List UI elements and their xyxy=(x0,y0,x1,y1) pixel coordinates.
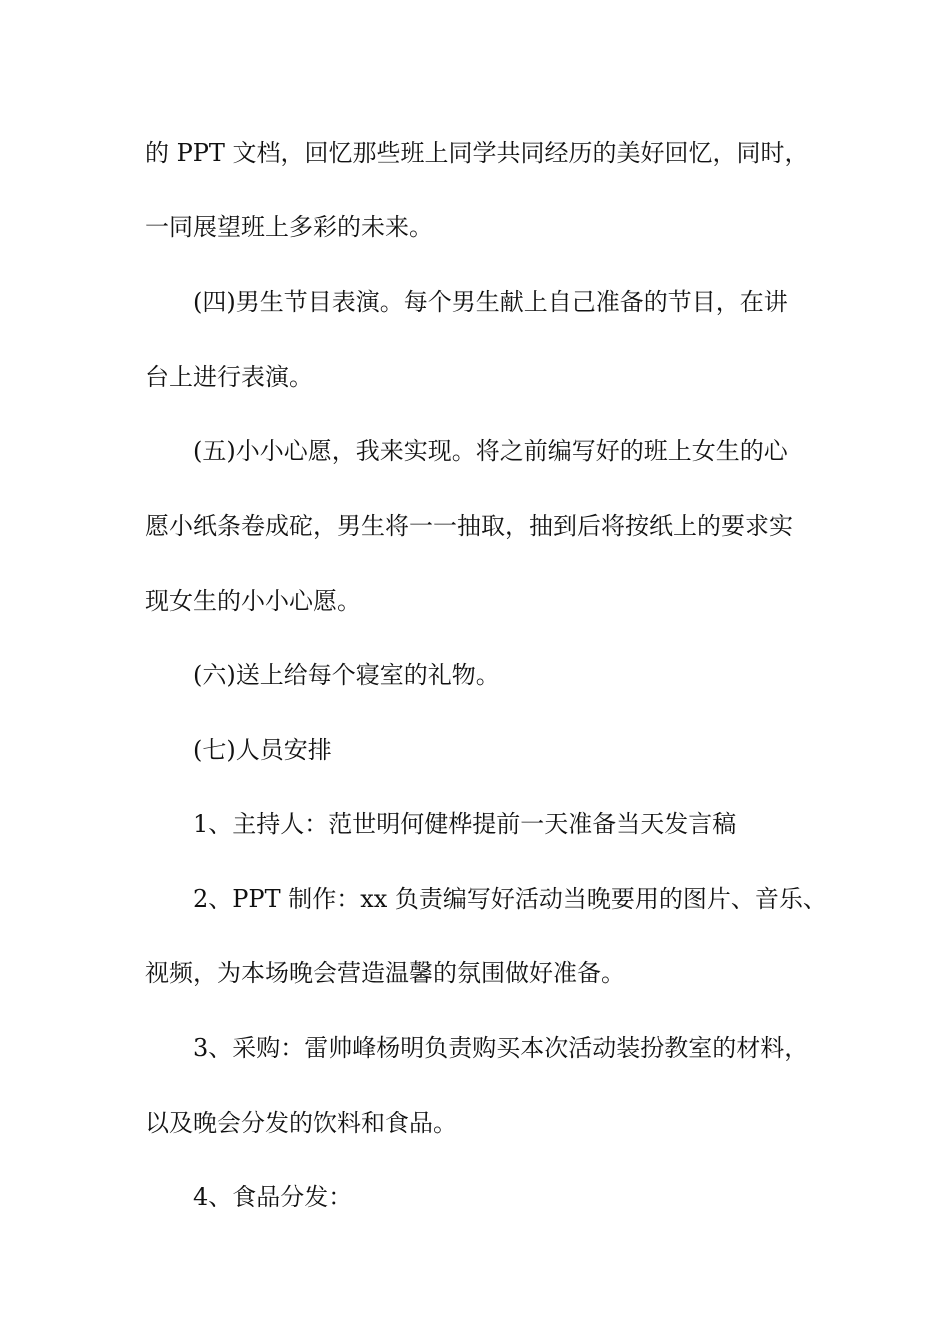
text-line: 现女生的小小心愿。 xyxy=(145,587,361,615)
text-line: 3、采购：雷帅峰杨明负责购买本次活动装扮教室的材料， xyxy=(193,1034,809,1062)
text-line: (六)送上给每个寝室的礼物。 xyxy=(193,661,500,689)
text-line: 视频，为本场晚会营造温馨的氛围做好准备。 xyxy=(145,959,625,987)
text-line: 一同展望班上多彩的未来。 xyxy=(145,213,433,241)
text-line: 台上进行表演。 xyxy=(145,363,313,391)
text-line: 以及晚会分发的饮料和食品。 xyxy=(145,1109,457,1137)
text-line: (四)男生节目表演。每个男生献上自己准备的节目，在讲 xyxy=(193,288,788,316)
text-line: (七)人员安排 xyxy=(193,736,332,764)
text-line: 的 PPT 文档，回忆那些班上同学共同经历的美好回忆，同时， xyxy=(145,139,809,167)
text-line: 4、食品分发： xyxy=(193,1183,353,1211)
text-line: 愿小纸条卷成砣，男生将一一抽取，抽到后将按纸上的要求实 xyxy=(145,512,793,540)
text-line: (五)小小心愿，我来实现。将之前编写好的班上女生的心 xyxy=(193,437,788,465)
text-line: 1、主持人：范世明何健桦提前一天准备当天发言稿 xyxy=(193,810,737,838)
text-line: 2、PPT 制作：xx 负责编写好活动当晚要用的图片、音乐、 xyxy=(193,885,827,913)
